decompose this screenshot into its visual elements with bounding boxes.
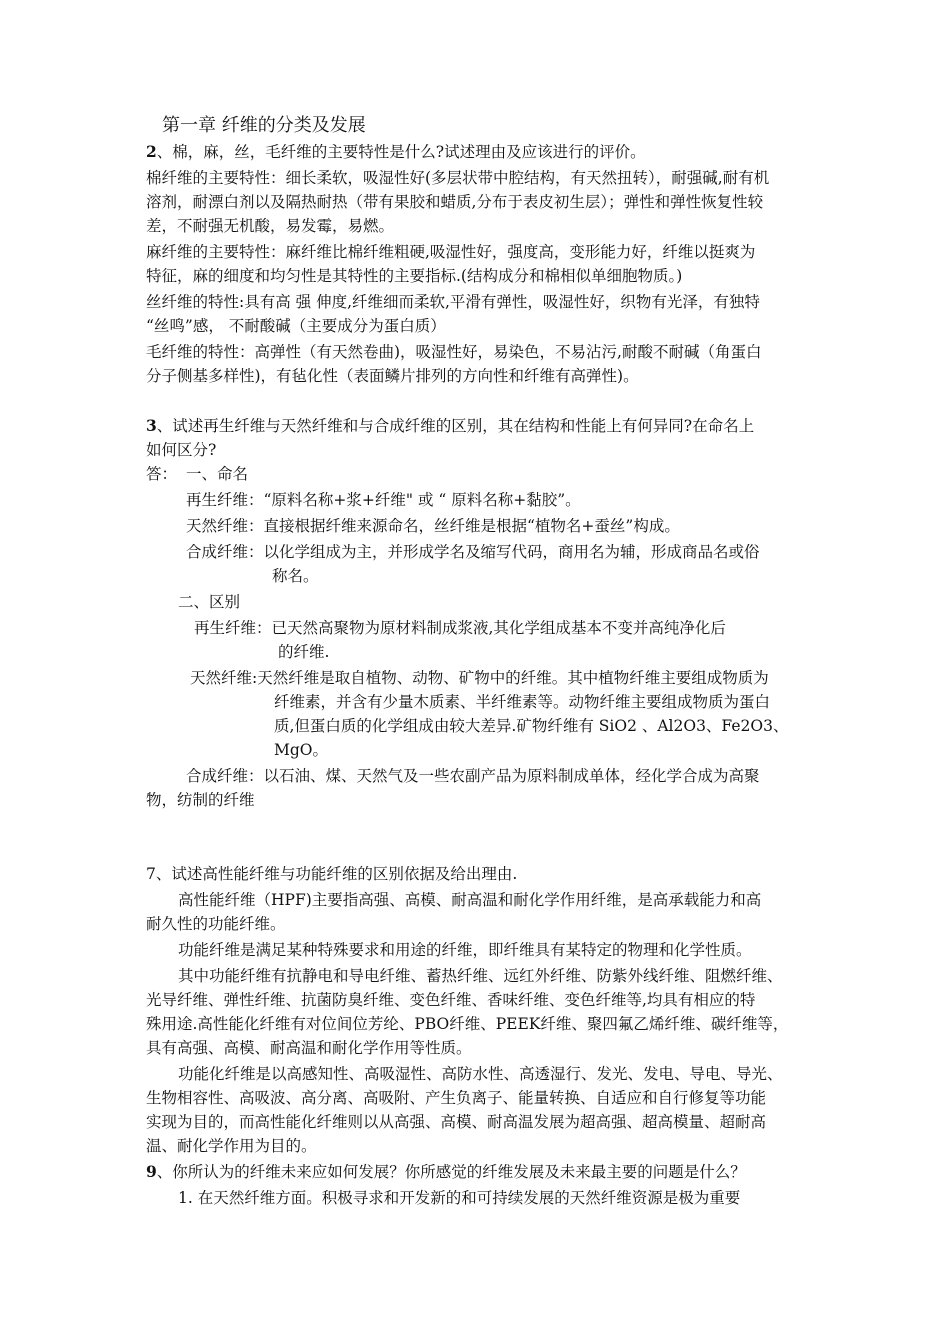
q7-paragraph-line: 实现为目的，而高性能化纤维则以从高强、高模、耐高温发展为超高强、超高模量、超耐高 — [146, 1113, 767, 1131]
naming-synthetic: 合成纤维：以化学组成为主，并形成学名及缩写代码，商用名为辅，形成商品名或俗 — [186, 543, 760, 561]
q7-paragraph-line: 高性能纤维（HPF)主要指高强、高模、耐高温和耐化学作用纤维，是高承载能力和高 — [178, 891, 762, 909]
naming-synthetic-cont: 称名。 — [272, 567, 319, 585]
q9-number: 9 — [146, 1162, 157, 1181]
q9-question-text: 、你所认为的纤维未来应如何发展？你所感觉的纤维发展及未来最主要的问题是什么？ — [156, 1163, 746, 1181]
q3-question-cont: 如何区分? — [146, 441, 217, 459]
diff-regen-cont: 的纤维. — [278, 643, 330, 661]
q3-question-text: 、试述再生纤维与天然纤维和与合成纤维的区别，其在结构和性能上有何异同?在命名上 — [156, 417, 755, 435]
q2-wool-line: 毛纤维的特性：高弹性（有天然卷曲)，吸湿性好，易染色，不易沾污,耐酸不耐碱（角蛋白 — [146, 343, 762, 361]
q7-paragraph-line: 其中功能纤维有抗静电和导电纤维、蓄热纤维、远红外纤维、防紫外线纤维、阻燃纤维、 — [178, 967, 783, 985]
q2-number: 2 — [146, 142, 157, 161]
q2-cotton-line: 差，不耐强无机酸，易发霉，易燃。 — [146, 217, 395, 235]
naming-heading: 一、命名 — [186, 465, 249, 483]
q9-item-1: 1. 在天然纤维方面。积极寻求和开发新的和可持续发展的天然纤维资源是极为重要 — [178, 1189, 741, 1207]
q7-paragraph-line: 耐久性的功能纤维。 — [146, 915, 286, 933]
q3-question — [146, 414, 754, 438]
q7-paragraph-line: 光导纤维、弹性纤维、抗菌防臭纤维、变色纤维、香味纤维、变色纤维等,均具有相应的特 — [146, 991, 756, 1009]
naming-regen: 再生纤维：“原料名称+浆+纤维" 或 “ 原料名称+黏胶”。 — [186, 491, 581, 509]
diff-synthetic-cont: 物，纺制的纤维 — [146, 791, 255, 809]
q2-cotton-line: 棉纤维的主要特性：细长柔软，吸湿性好(多层状带中腔结构，有天然扭转），耐强碱,耐有机 — [146, 169, 770, 187]
q9-question — [146, 1160, 746, 1184]
difference-heading: 二、区别 — [178, 593, 241, 611]
diff-natural-cont: 纤维素，并含有少量木质素、半纤维素等。动物纤维主要组成物质为蛋白 — [274, 693, 771, 711]
diff-natural: 天然纤维:天然纤维是取自植物、动物、矿物中的纤维。其中植物纤维主要组成物质为 — [190, 669, 769, 687]
q2-cotton-line: 溶剂，耐漂白剂以及隔热耐热（带有果胶和蜡质,分布于表皮初生层）；弹性和弹性恢复性较 — [146, 193, 764, 211]
q7-paragraph-line: 具有高强、高模、耐高温和耐化学作用等性质。 — [146, 1039, 472, 1057]
q2-wool-line: 分子侧基多样性)，有毡化性（表面鳞片排列的方向性和纤维有高弹性)。 — [146, 367, 639, 385]
naming-natural: 天然纤维：直接根据纤维来源命名，丝纤维是根据“植物名+蚕丝”构成。 — [186, 517, 680, 535]
q7-paragraph-line: 温、耐化学作用为目的。 — [146, 1137, 317, 1155]
answer-label: 答： — [146, 465, 178, 483]
q3-number: 3 — [146, 416, 157, 435]
diff-natural-cont: MgO。 — [274, 741, 329, 759]
q7-paragraph-line: 殊用途.高性能化纤维有对位间位芳纶、PBO纤维、PEEK纤维、聚四氟乙烯纤维、碳纤维等， — [146, 1015, 789, 1033]
q2-silk-line: 丝纤维的特性:具有高 强 伸度,纤维细而柔软,平滑有弹性，吸湿性好，织物有光泽，有独特 — [146, 293, 760, 311]
q2-hemp-line: 特征，麻的细度和均匀性是其特性的主要指标.(结构成分和棉相似单细胞物质。) — [146, 267, 683, 285]
q7-paragraph-line: 生物相容性、高吸波、高分离、高吸附、产生负离子、能量转换、自适应和自行修复等功能 — [146, 1089, 767, 1107]
q2-question-text: 、棉，麻，丝，毛纤维的主要特性是什么?试述理由及应该进行的评价。 — [156, 143, 646, 161]
q2-hemp-line: 麻纤维的主要特性：麻纤维比棉纤维粗硬,吸湿性好，强度高，变形能力好，纤维以挺爽为 — [146, 243, 756, 261]
q7-question: 7、试述高性能纤维与功能纤维的区别依据及给出理由. — [146, 865, 518, 883]
diff-natural-cont: 质,但蛋白质的化学组成由较大差异.矿物纤维有 SiO2 、Al2O3、Fe2O3、 — [274, 717, 789, 735]
diff-synthetic: 合成纤维：以石油、煤、天然气及一些农副产品为原料制成单体，经化学合成为高聚 — [186, 767, 760, 785]
q7-paragraph-line: 功能纤维是满足某种特殊要求和用途的纤维，即纤维具有某特定的物理和化学性质。 — [178, 941, 752, 959]
q7-paragraph-line: 功能化纤维是以高感知性、高吸湿性、高防水性、高透湿行、发光、发电、导电、导光、 — [178, 1065, 783, 1083]
diff-regen: 再生纤维：已天然高聚物为原材料制成浆液,其化学组成基本不变并高纯净化后 — [194, 619, 726, 637]
q2-silk-line: “丝鸣”感， 不耐酸碱（主要成分为蛋白质） — [146, 317, 446, 335]
chapter-title: 第一章 纤维的分类及发展 — [162, 115, 366, 136]
q2-question — [146, 140, 646, 164]
